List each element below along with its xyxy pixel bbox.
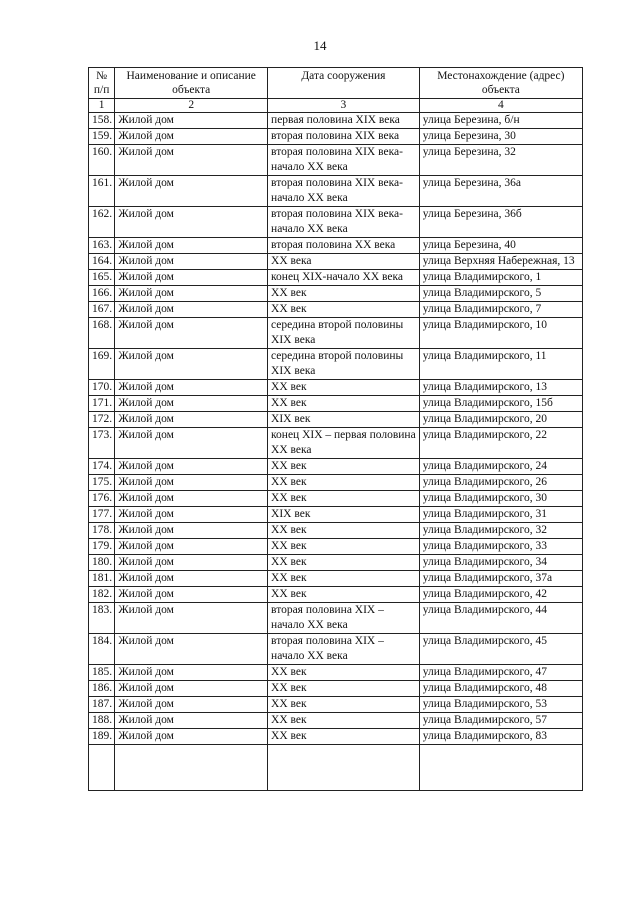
object-name: Жилой дом [115,254,268,270]
object-name: Жилой дом [115,634,268,665]
table-row [89,428,583,459]
row-number: 173. [89,428,115,459]
row-number: 184. [89,634,115,665]
table-row [89,697,583,713]
table-row [89,475,583,491]
object-name: Жилой дом [115,555,268,571]
object-name: Жилой дом [115,571,268,587]
table-row [89,286,583,302]
construction-date: XX века [268,254,420,270]
table-row [89,603,583,634]
row-number: 178. [89,523,115,539]
object-address: улица Владимирского, 37а [419,571,582,587]
construction-date: вторая половина XIX – начало XX века [268,603,420,634]
table-row [89,507,583,523]
construction-date: XX век [268,302,420,318]
object-name: Жилой дом [115,145,268,176]
table-row [89,270,583,286]
row-number: 160. [89,145,115,176]
construction-date: XX век [268,697,420,713]
construction-date: XX век [268,571,420,587]
row-number: 177. [89,507,115,523]
construction-date: XX век [268,713,420,729]
object-address: улица Владимирского, 31 [419,507,582,523]
row-number: 182. [89,587,115,603]
object-name: Жилой дом [115,587,268,603]
object-address: улица Владимирского, 34 [419,555,582,571]
row-number: 164. [89,254,115,270]
construction-date: XX век [268,396,420,412]
construction-date: XX век [268,665,420,681]
construction-date: XX век [268,491,420,507]
table-row [89,145,583,176]
table-row [89,412,583,428]
object-address: улица Владимирского, 48 [419,681,582,697]
object-name: Жилой дом [115,396,268,412]
object-address: улица Березина, б/н [419,113,582,129]
construction-date: XX век [268,587,420,603]
object-address: улица Владимирского, 42 [419,587,582,603]
construction-date: XIX век [268,412,420,428]
construction-date: вторая половина XX века [268,238,420,254]
construction-date: XX век [268,475,420,491]
table-row [89,634,583,665]
column-number: 4 [419,99,582,113]
object-name: Жилой дом [115,207,268,238]
row-number: 174. [89,459,115,475]
header-name: Наименование и описание объекта [115,68,268,99]
object-name: Жилой дом [115,665,268,681]
object-address: улица Владимирского, 47 [419,665,582,681]
header-location: Местонахождение (адрес) объекта [419,68,582,99]
object-address: улица Владимирского, 20 [419,412,582,428]
object-name: Жилой дом [115,113,268,129]
empty-cell [115,745,268,791]
object-name: Жилой дом [115,302,268,318]
object-name: Жилой дом [115,270,268,286]
empty-row [89,745,583,791]
object-name: Жилой дом [115,697,268,713]
object-name: Жилой дом [115,428,268,459]
object-address: улица Владимирского, 53 [419,697,582,713]
row-number: 158. [89,113,115,129]
row-number: 159. [89,129,115,145]
table-row [89,665,583,681]
object-address: улица Владимирского, 5 [419,286,582,302]
object-name: Жилой дом [115,412,268,428]
object-address: улица Владимирского, 33 [419,539,582,555]
table-row [89,207,583,238]
construction-date: XX век [268,729,420,745]
row-number: 179. [89,539,115,555]
object-address: улица Владимирского, 83 [419,729,582,745]
object-name: Жилой дом [115,603,268,634]
object-address: улица Владимирского, 32 [419,523,582,539]
table-row [89,713,583,729]
table-row [89,491,583,507]
table-row [89,238,583,254]
column-number: 2 [115,99,268,113]
row-number: 189. [89,729,115,745]
header-num: № п/п [89,68,115,99]
construction-date: конец XIX-начало XX века [268,270,420,286]
empty-cell [268,745,420,791]
column-number-row [89,99,583,113]
construction-date: XX век [268,380,420,396]
header-date: Дата сооружения [268,68,420,99]
object-address: улица Владимирского, 26 [419,475,582,491]
object-name: Жилой дом [115,729,268,745]
object-name: Жилой дом [115,176,268,207]
object-address: улица Владимирского, 44 [419,603,582,634]
construction-date: первая половина XIX века [268,113,420,129]
monuments-table [88,67,583,791]
row-number: 163. [89,238,115,254]
construction-date: XX век [268,286,420,302]
row-number: 169. [89,349,115,380]
object-name: Жилой дом [115,475,268,491]
object-name: Жилой дом [115,713,268,729]
row-number: 181. [89,571,115,587]
row-number: 186. [89,681,115,697]
object-address: улица Владимирского, 45 [419,634,582,665]
table-row [89,681,583,697]
header-row [89,68,583,99]
object-address: улица Владимирского, 22 [419,428,582,459]
table-row [89,729,583,745]
table-row [89,523,583,539]
construction-date: вторая половина XIX века [268,129,420,145]
construction-date: XX век [268,523,420,539]
row-number: 183. [89,603,115,634]
table-row [89,459,583,475]
object-address: улица Владимирского, 11 [419,349,582,380]
row-number: 175. [89,475,115,491]
empty-cell [419,745,582,791]
table-row [89,302,583,318]
row-number: 162. [89,207,115,238]
object-address: улица Владимирского, 7 [419,302,582,318]
row-number: 188. [89,713,115,729]
object-address: улица Владимирского, 10 [419,318,582,349]
construction-date: конец XIX – первая половина XX века [268,428,420,459]
row-number: 176. [89,491,115,507]
row-number: 165. [89,270,115,286]
table-row [89,539,583,555]
object-name: Жилой дом [115,349,268,380]
object-address: улица Владимирского, 24 [419,459,582,475]
object-name: Жилой дом [115,318,268,349]
construction-date: вторая половина XIX – начало XX века [268,634,420,665]
object-name: Жилой дом [115,286,268,302]
object-address: улица Березина, 36а [419,176,582,207]
table-row [89,176,583,207]
empty-cell [89,745,115,791]
object-name: Жилой дом [115,238,268,254]
construction-date: XX век [268,681,420,697]
column-number: 3 [268,99,420,113]
object-address: улица Владимирского, 1 [419,270,582,286]
construction-date: XX век [268,459,420,475]
object-address: улица Владимирского, 57 [419,713,582,729]
row-number: 185. [89,665,115,681]
construction-date: середина второй половины XIX века [268,318,420,349]
table-row [89,349,583,380]
construction-date: середина второй половины XIX века [268,349,420,380]
object-address: улица Владимирского, 30 [419,491,582,507]
object-address: улица Березина, 30 [419,129,582,145]
column-number: 1 [89,99,115,113]
row-number: 167. [89,302,115,318]
row-number: 187. [89,697,115,713]
row-number: 170. [89,380,115,396]
object-name: Жилой дом [115,491,268,507]
object-name: Жилой дом [115,380,268,396]
table-row [89,380,583,396]
construction-date: вторая половина XIX века- начало XX века [268,176,420,207]
object-address: улица Владимирского, 15б [419,396,582,412]
table-row [89,396,583,412]
construction-date: вторая половина XIX века- начало XX века [268,207,420,238]
table-body [89,113,583,791]
object-name: Жилой дом [115,507,268,523]
object-address: улица Березина, 40 [419,238,582,254]
table-row [89,113,583,129]
row-number: 168. [89,318,115,349]
object-name: Жилой дом [115,681,268,697]
object-address: улица Березина, 32 [419,145,582,176]
row-number: 166. [89,286,115,302]
object-name: Жилой дом [115,539,268,555]
construction-date: XX век [268,555,420,571]
page-number: 14 [313,38,327,53]
row-number: 172. [89,412,115,428]
row-number: 161. [89,176,115,207]
construction-date: вторая половина XIX века- начало XX века [268,145,420,176]
row-number: 180. [89,555,115,571]
table-row [89,129,583,145]
construction-date: XIX век [268,507,420,523]
row-number: 171. [89,396,115,412]
object-name: Жилой дом [115,523,268,539]
table-row [89,555,583,571]
construction-date: XX век [268,539,420,555]
table-row [89,318,583,349]
table-row [89,587,583,603]
object-name: Жилой дом [115,459,268,475]
table-row [89,571,583,587]
object-name: Жилой дом [115,129,268,145]
object-address: улица Владимирского, 13 [419,380,582,396]
table-row [89,254,583,270]
object-address: улица Верхняя Набережная, 13 [419,254,582,270]
object-address: улица Березина, 36б [419,207,582,238]
